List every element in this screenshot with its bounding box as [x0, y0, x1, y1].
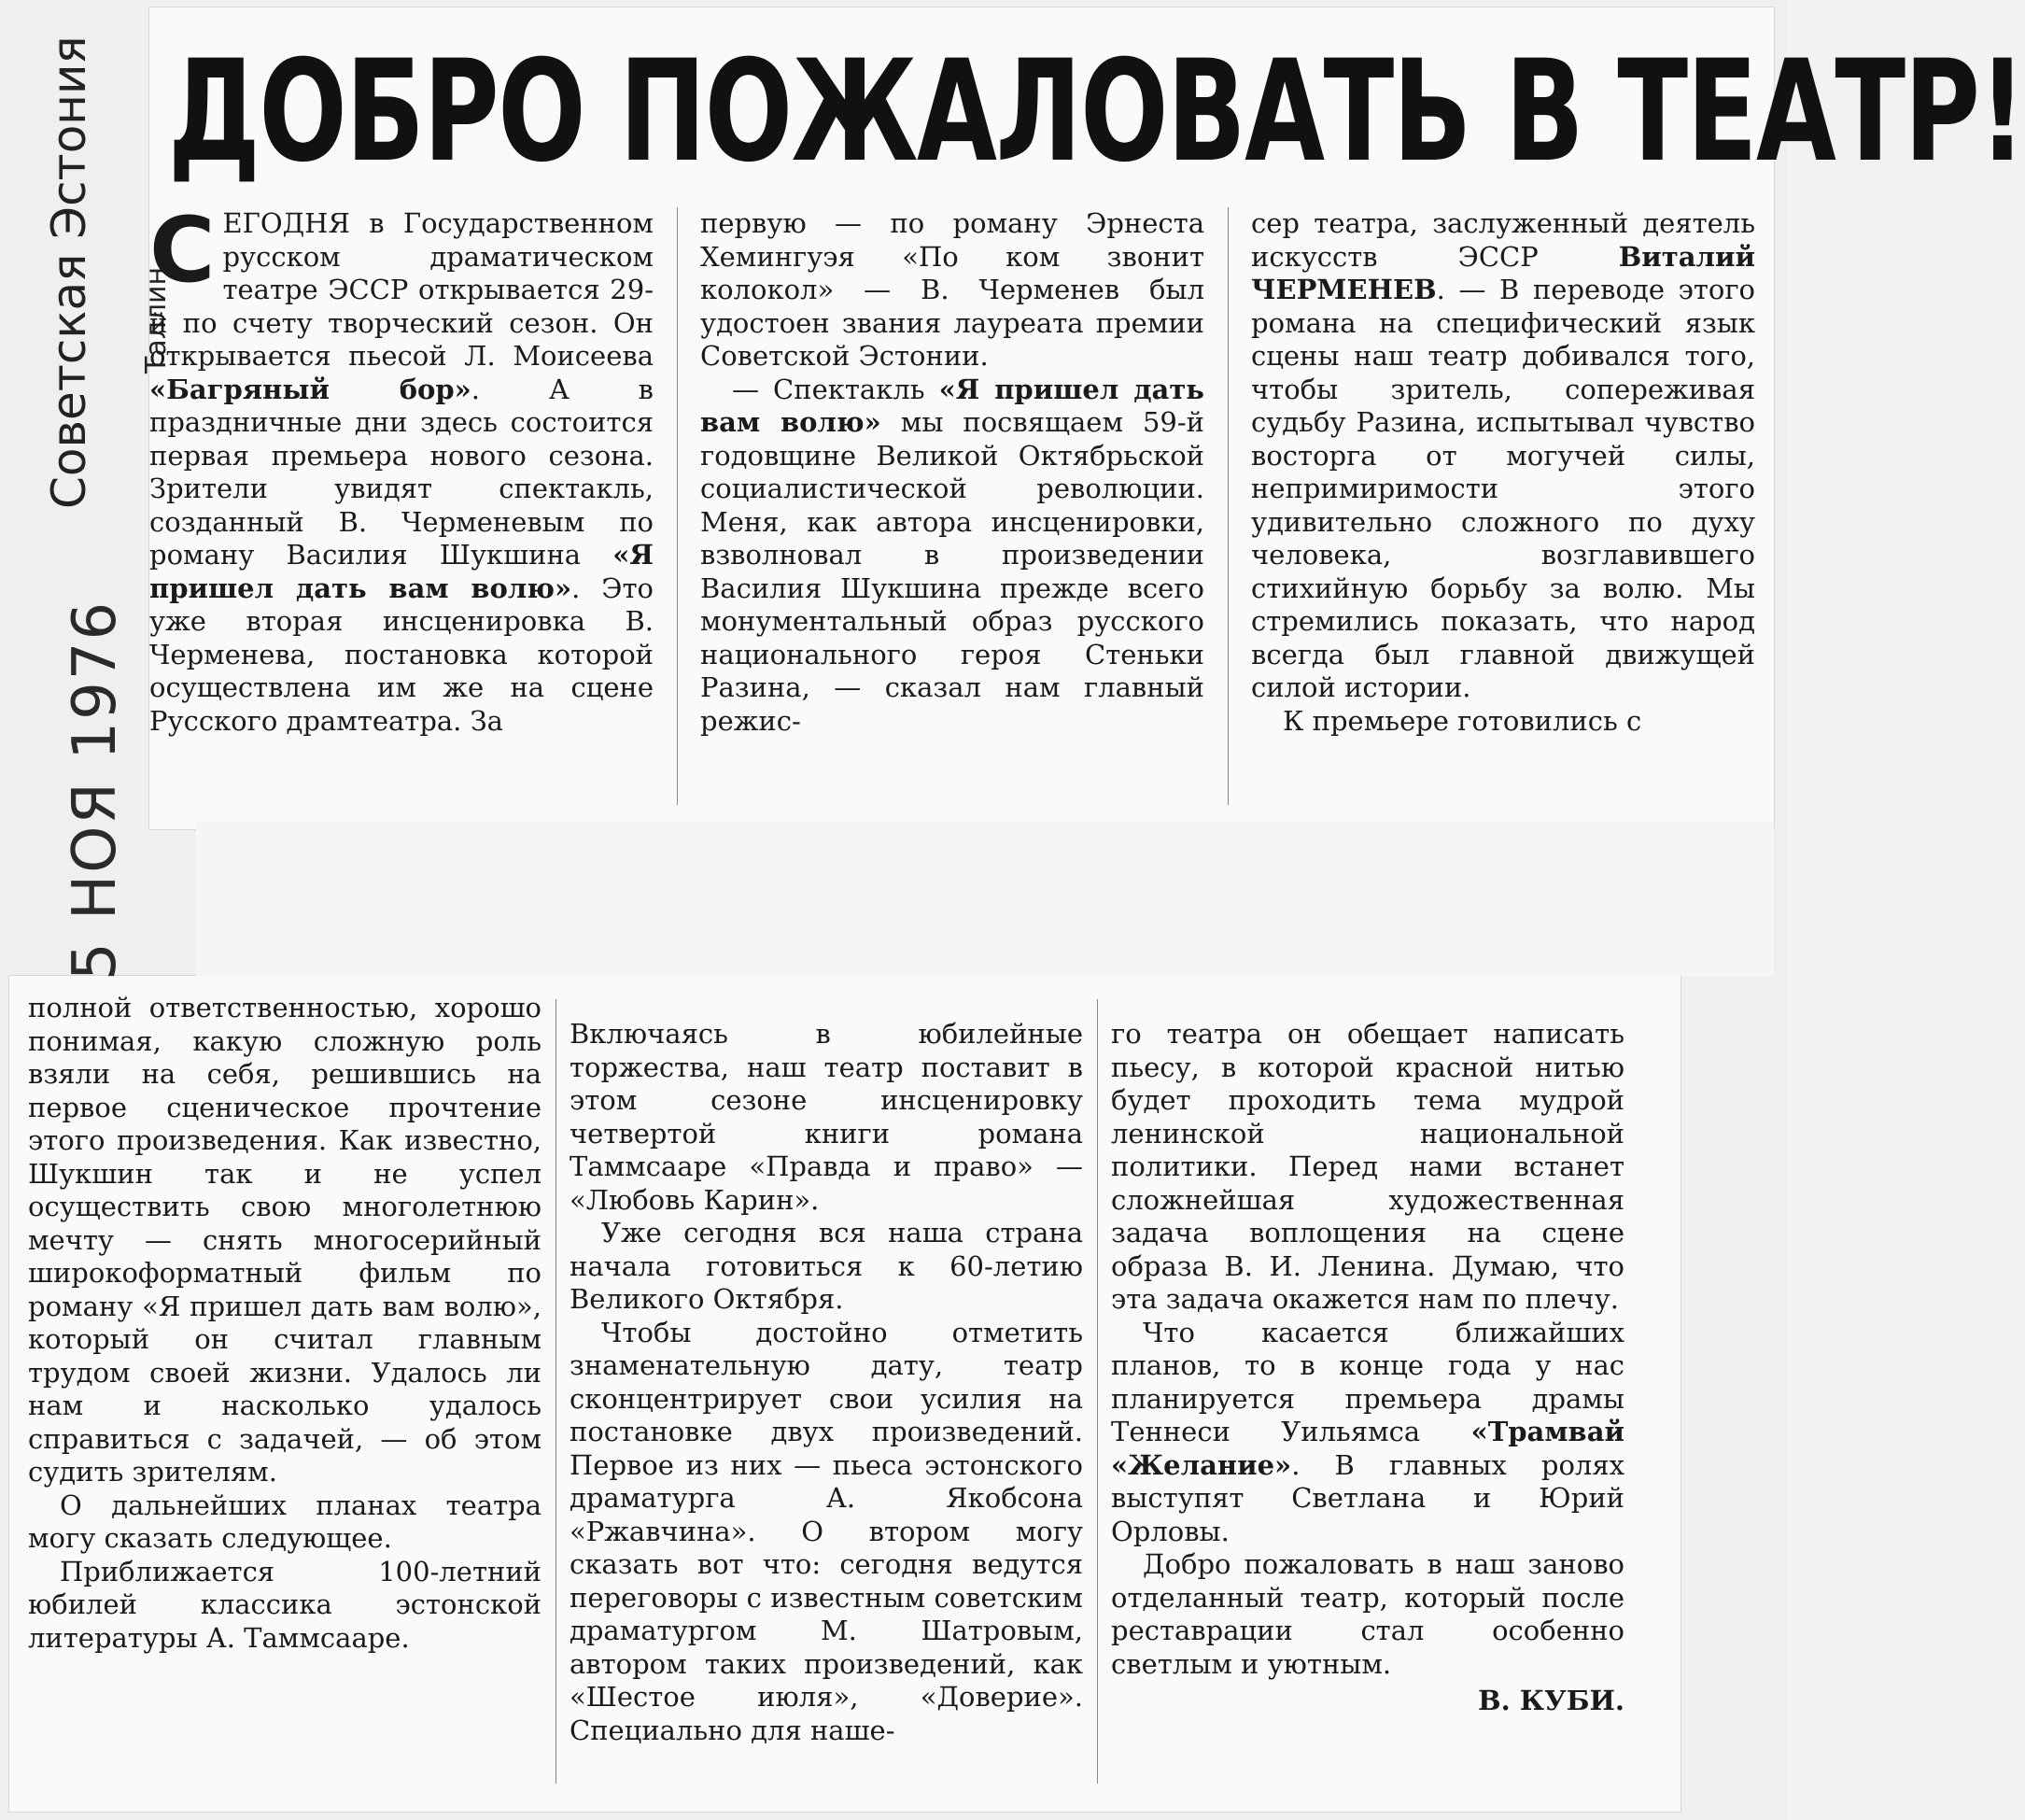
article-column-1: [149, 198, 654, 738]
column-rule: [677, 207, 678, 805]
drop-cap: С: [149, 198, 216, 303]
paragraph: [149, 198, 654, 738]
text-run: . В главных ролях выступят Светлана и Юрий Орловы.: [1111, 1448, 1624, 1547]
date-stamp: 5 НОЯ 1976: [61, 600, 130, 981]
paragraph: [1111, 1317, 1624, 1549]
article-column-5: [570, 1018, 1083, 1747]
article-headline: ДОБРО ПОЖАЛОВАТЬ В ТЕАТР!: [168, 31, 2025, 193]
paragraph: О дальнейших планах театра могу сказать следующее.: [28, 1488, 541, 1554]
text-run: мы посвящаем 59-й годовщине Великой Октябрьской социалистической революции. Меня, как автора инсценировки, взволновал в произведении Василия Шукшина прежде всего монументальный образ русского национального героя Стеньки Разина, — сказал нам главный режис-: [700, 406, 1205, 737]
paragraph: Включаясь в юбилейные торжества, наш театр поставит в этом сезоне инсценировку четвертой книги романа Таммсааре «Правда и право» — «Любовь Карин».: [570, 1018, 1083, 1216]
text-run: — Спектакль: [732, 373, 939, 405]
paragraph: [700, 374, 1204, 739]
paragraph: [1251, 207, 1755, 705]
newspaper-masthead: Советская Эстония: [42, 35, 96, 509]
author-signature: В. КУБИ.: [1478, 1685, 1624, 1716]
play-title: «Багряный бор»: [149, 373, 471, 405]
newspaper-city: Таллин: [140, 266, 173, 374]
paragraph: Чтобы достойно отметить знаменательную дату, театр сконцентрирует свои усилия на постановке двух произведений. Первое из них — пьеса эстонского драматурга А. Якобсона «Ржавчина». О втором могу сказать вот что: сегодня ведутся переговоры с известным советским драматургом М. Шатровым, автором таких произведений, как «Шестое июля», «Доверие». Специально для наше-: [570, 1316, 1083, 1746]
column-rule: [555, 999, 556, 1784]
text-run: Что касается ближайших планов, то в конце года у нас планируется премьера драмы Теннеси Уильямса: [1111, 1316, 1624, 1447]
paragraph: го театра он обещает написать пьесу, в которой красной нитью будет проходить тема мудрой ленинской национальной политики. Перед нами встанет сложнейшая художественная задача воплощения на сцене образа В. И. Ленина. Думаю, что эта задача окажется нам по плечу.: [1111, 1018, 1624, 1315]
paragraph: К премьере готовились с: [1283, 704, 1642, 737]
play-title: «Я пришел дать вам волю»: [149, 539, 654, 604]
article-column-4: [28, 992, 541, 1655]
play-title: «Я пришел дать вам волю»: [700, 373, 1204, 438]
text-run: ЕГОДНЯ в Государственном русском драматическом театре ЭССР открывается 29-й по счету творческий сезон. Он открывается пьесой Л. Моисеева: [149, 207, 654, 372]
paragraph: Приближается 100-летний юбилей классика эстонской литературы А. Таммсааре.: [28, 1555, 541, 1654]
column-rule: [1228, 207, 1229, 805]
paragraph: первую — по роману Эрнеста Хемингуэя «По ком звонит колокол» — В. Черменев был удостоен звания лауреата премии Советской Эстонии.: [700, 207, 1204, 372]
paragraph: Добро пожаловать в наш заново отделанный театр, который после реставрации стал особенно светлым и уютным.: [1111, 1548, 1624, 1680]
text-run: . — В переводе этого романа на специфический язык сцены наш театр добивался того, чтобы зритель, сопереживая судьбу Разина, испытывал чувство восторга от могучей силы, непримиримости этого удивительно сложного по духу человека, возглавившего стихийную борьбу за волю. Мы стремились показать, что народ всегда был главной движущей силой истории.: [1251, 274, 1755, 703]
column-rule: [1097, 999, 1098, 1784]
play-title: «Трамвай «Желание»: [1111, 1416, 1624, 1481]
text-run: . А в праздничные дни здесь состоится первая премьера нового сезона. Зрители увидят спектакль, созданный В. Черменевым по роману Василия Шукшина: [149, 373, 654, 571]
text-run: . Это уже вторая инсценировка В. Черменева, постановка которой осуществлена им же на сцене Русского драмтеатра. За: [149, 571, 654, 737]
paragraph: полной ответственностью, хорошо понимая, какую сложную роль взяли на себя, решившись на первое сценическое прочтение этого произведения. Как известно, Шукшин так и не успел осуществить свою многолетнюю мечту — снять многосерийный широкоформатный фильм по роману «Я пришел дать вам волю», который он считал главным трудом своей жизни. Удалось ли нам и насколько удалось справиться с задачей, — об этом судить зрителям.: [28, 992, 541, 1488]
paragraph: Уже сегодня вся наша страна начала готовиться к 60-летию Великого Октября.: [570, 1217, 1083, 1315]
article-column-2: [700, 207, 1204, 738]
article-column-3: [1251, 207, 1755, 738]
clipping-gap: [196, 822, 1774, 976]
person-name: Виталий ЧЕРМЕНЕВ: [1251, 240, 1755, 305]
text-run: сер театра, заслуженный деятель искусств ЭССР: [1251, 207, 1755, 273]
article-column-6: [1111, 1018, 1624, 1718]
